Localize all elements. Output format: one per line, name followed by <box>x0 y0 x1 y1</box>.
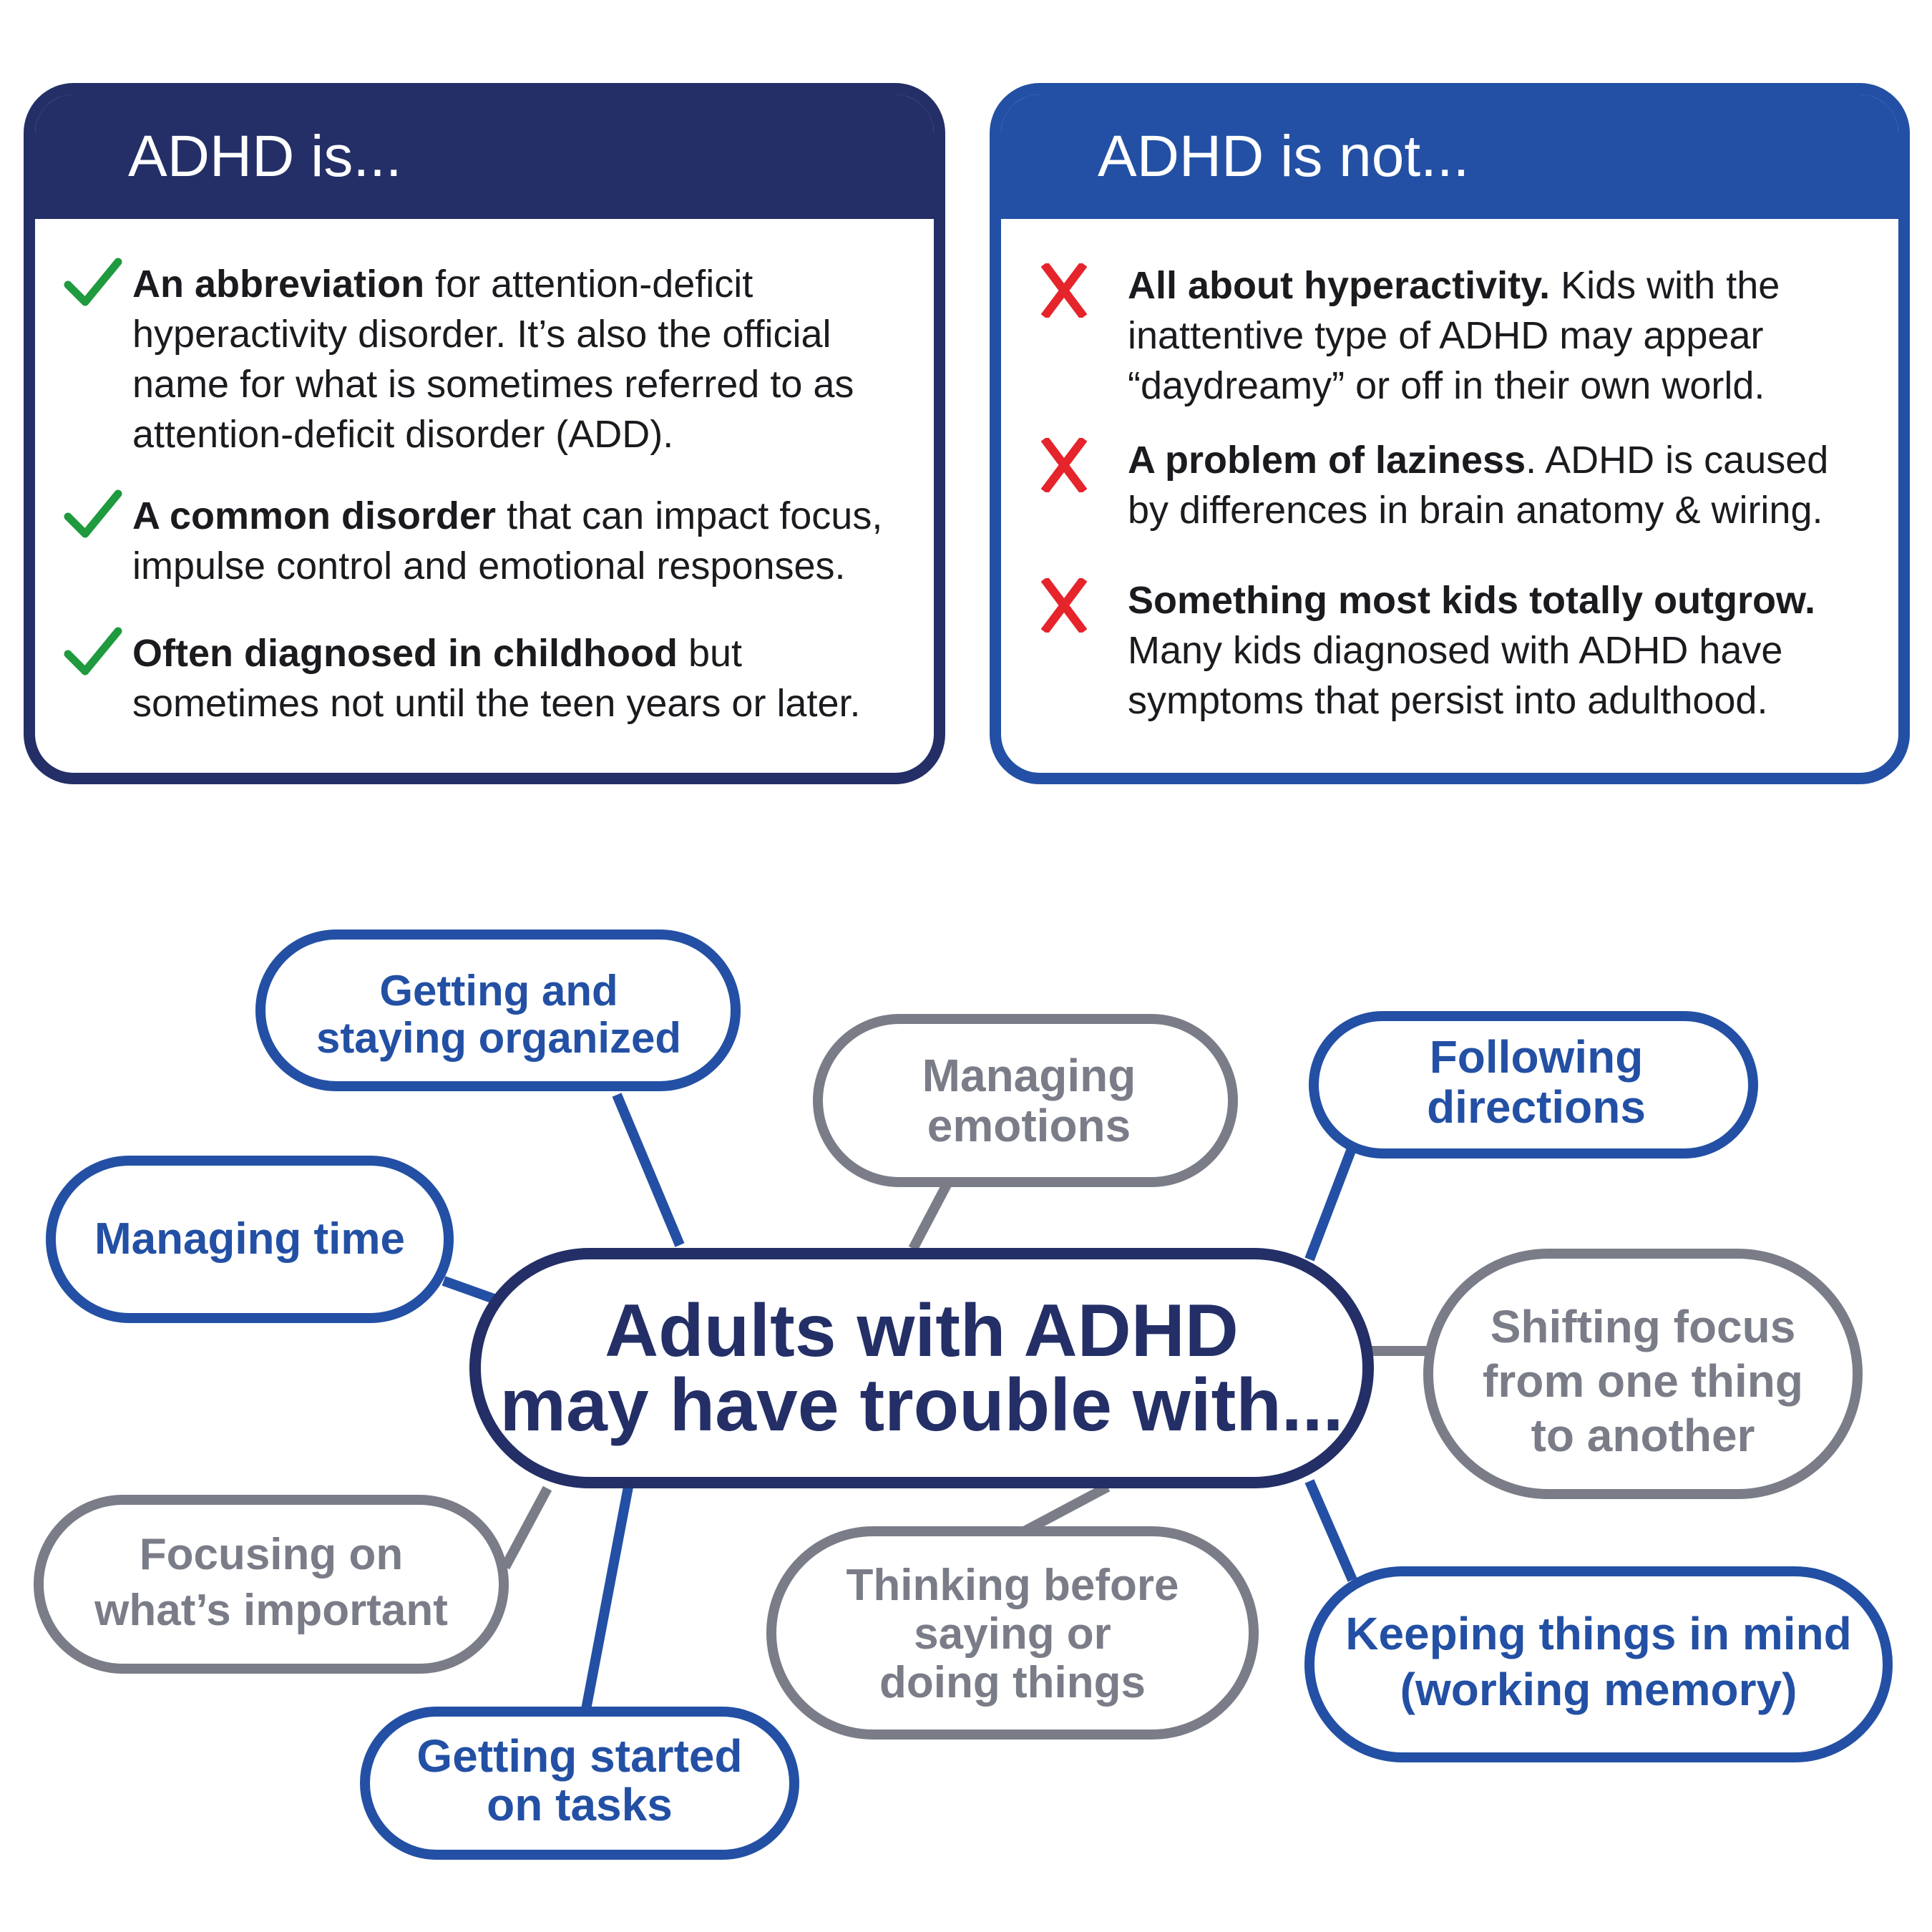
connector-focusing <box>505 1488 547 1567</box>
item-bold-text: Often diagnosed in childhood <box>132 632 678 675</box>
adhd-is-title: ADHD is... <box>35 94 934 219</box>
item-body-text: for attention-deficit hyperactivity disorder. It’s also the official name for what is sometimes referred to as attention-deficit disorder (ADD). <box>132 263 854 456</box>
item-body-text: but sometimes not until the teen years or later. <box>132 632 861 725</box>
bubble-text-organized: Getting and staying organized <box>316 967 682 1062</box>
connector-emotions <box>913 1182 948 1249</box>
item-bold-text: Something most kids totally outgrow. <box>1128 579 1816 622</box>
item-body-text: . ADHD is caused by differences in brain anatomy & wiring. <box>1128 439 1829 532</box>
connector-directions <box>1309 1151 1351 1259</box>
connector-memory <box>1309 1481 1352 1580</box>
item-bold-text: A common disorder <box>132 494 497 537</box>
bubble-text-emotions: Managing emotions <box>922 1050 1136 1151</box>
item-bold-text: An abbreviation <box>132 263 425 306</box>
item-bold-text: All about hyperactivity. <box>1128 264 1551 307</box>
bubble-text-shifting: Shifting focus from one thing to another <box>1483 1301 1803 1461</box>
item-body-text: Many kids diagnosed with ADHD have symptoms that persist into adulthood. <box>1128 629 1783 722</box>
adhd-is-not-title: ADHD is not... <box>1001 94 1898 219</box>
connector-organized <box>617 1095 680 1245</box>
connector-started <box>585 1487 628 1713</box>
bubble-text-focusing: Focusing on what’s important <box>94 1530 448 1635</box>
item-body-text: Kids with the inattentive type of ADHD may appear “daydreamy” or off in their own world. <box>1128 264 1780 407</box>
bubble-text-thinking: Thinking before saying or doing things <box>846 1561 1179 1707</box>
center-bubble-text: Adults with ADHD may have trouble with... <box>499 1289 1344 1447</box>
bubble-text-memory: Keeping things in mind (working memory) <box>1345 1608 1852 1715</box>
item-bold-text: A problem of laziness <box>1128 439 1526 482</box>
bubble-text-time: Managing time <box>94 1214 406 1264</box>
bubble-text-directions: Following directions <box>1427 1031 1646 1133</box>
item-body-text: that can impact focus, impulse control and emotional responses. <box>132 494 883 587</box>
bubble-text-started: Getting started on tasks <box>416 1730 743 1830</box>
